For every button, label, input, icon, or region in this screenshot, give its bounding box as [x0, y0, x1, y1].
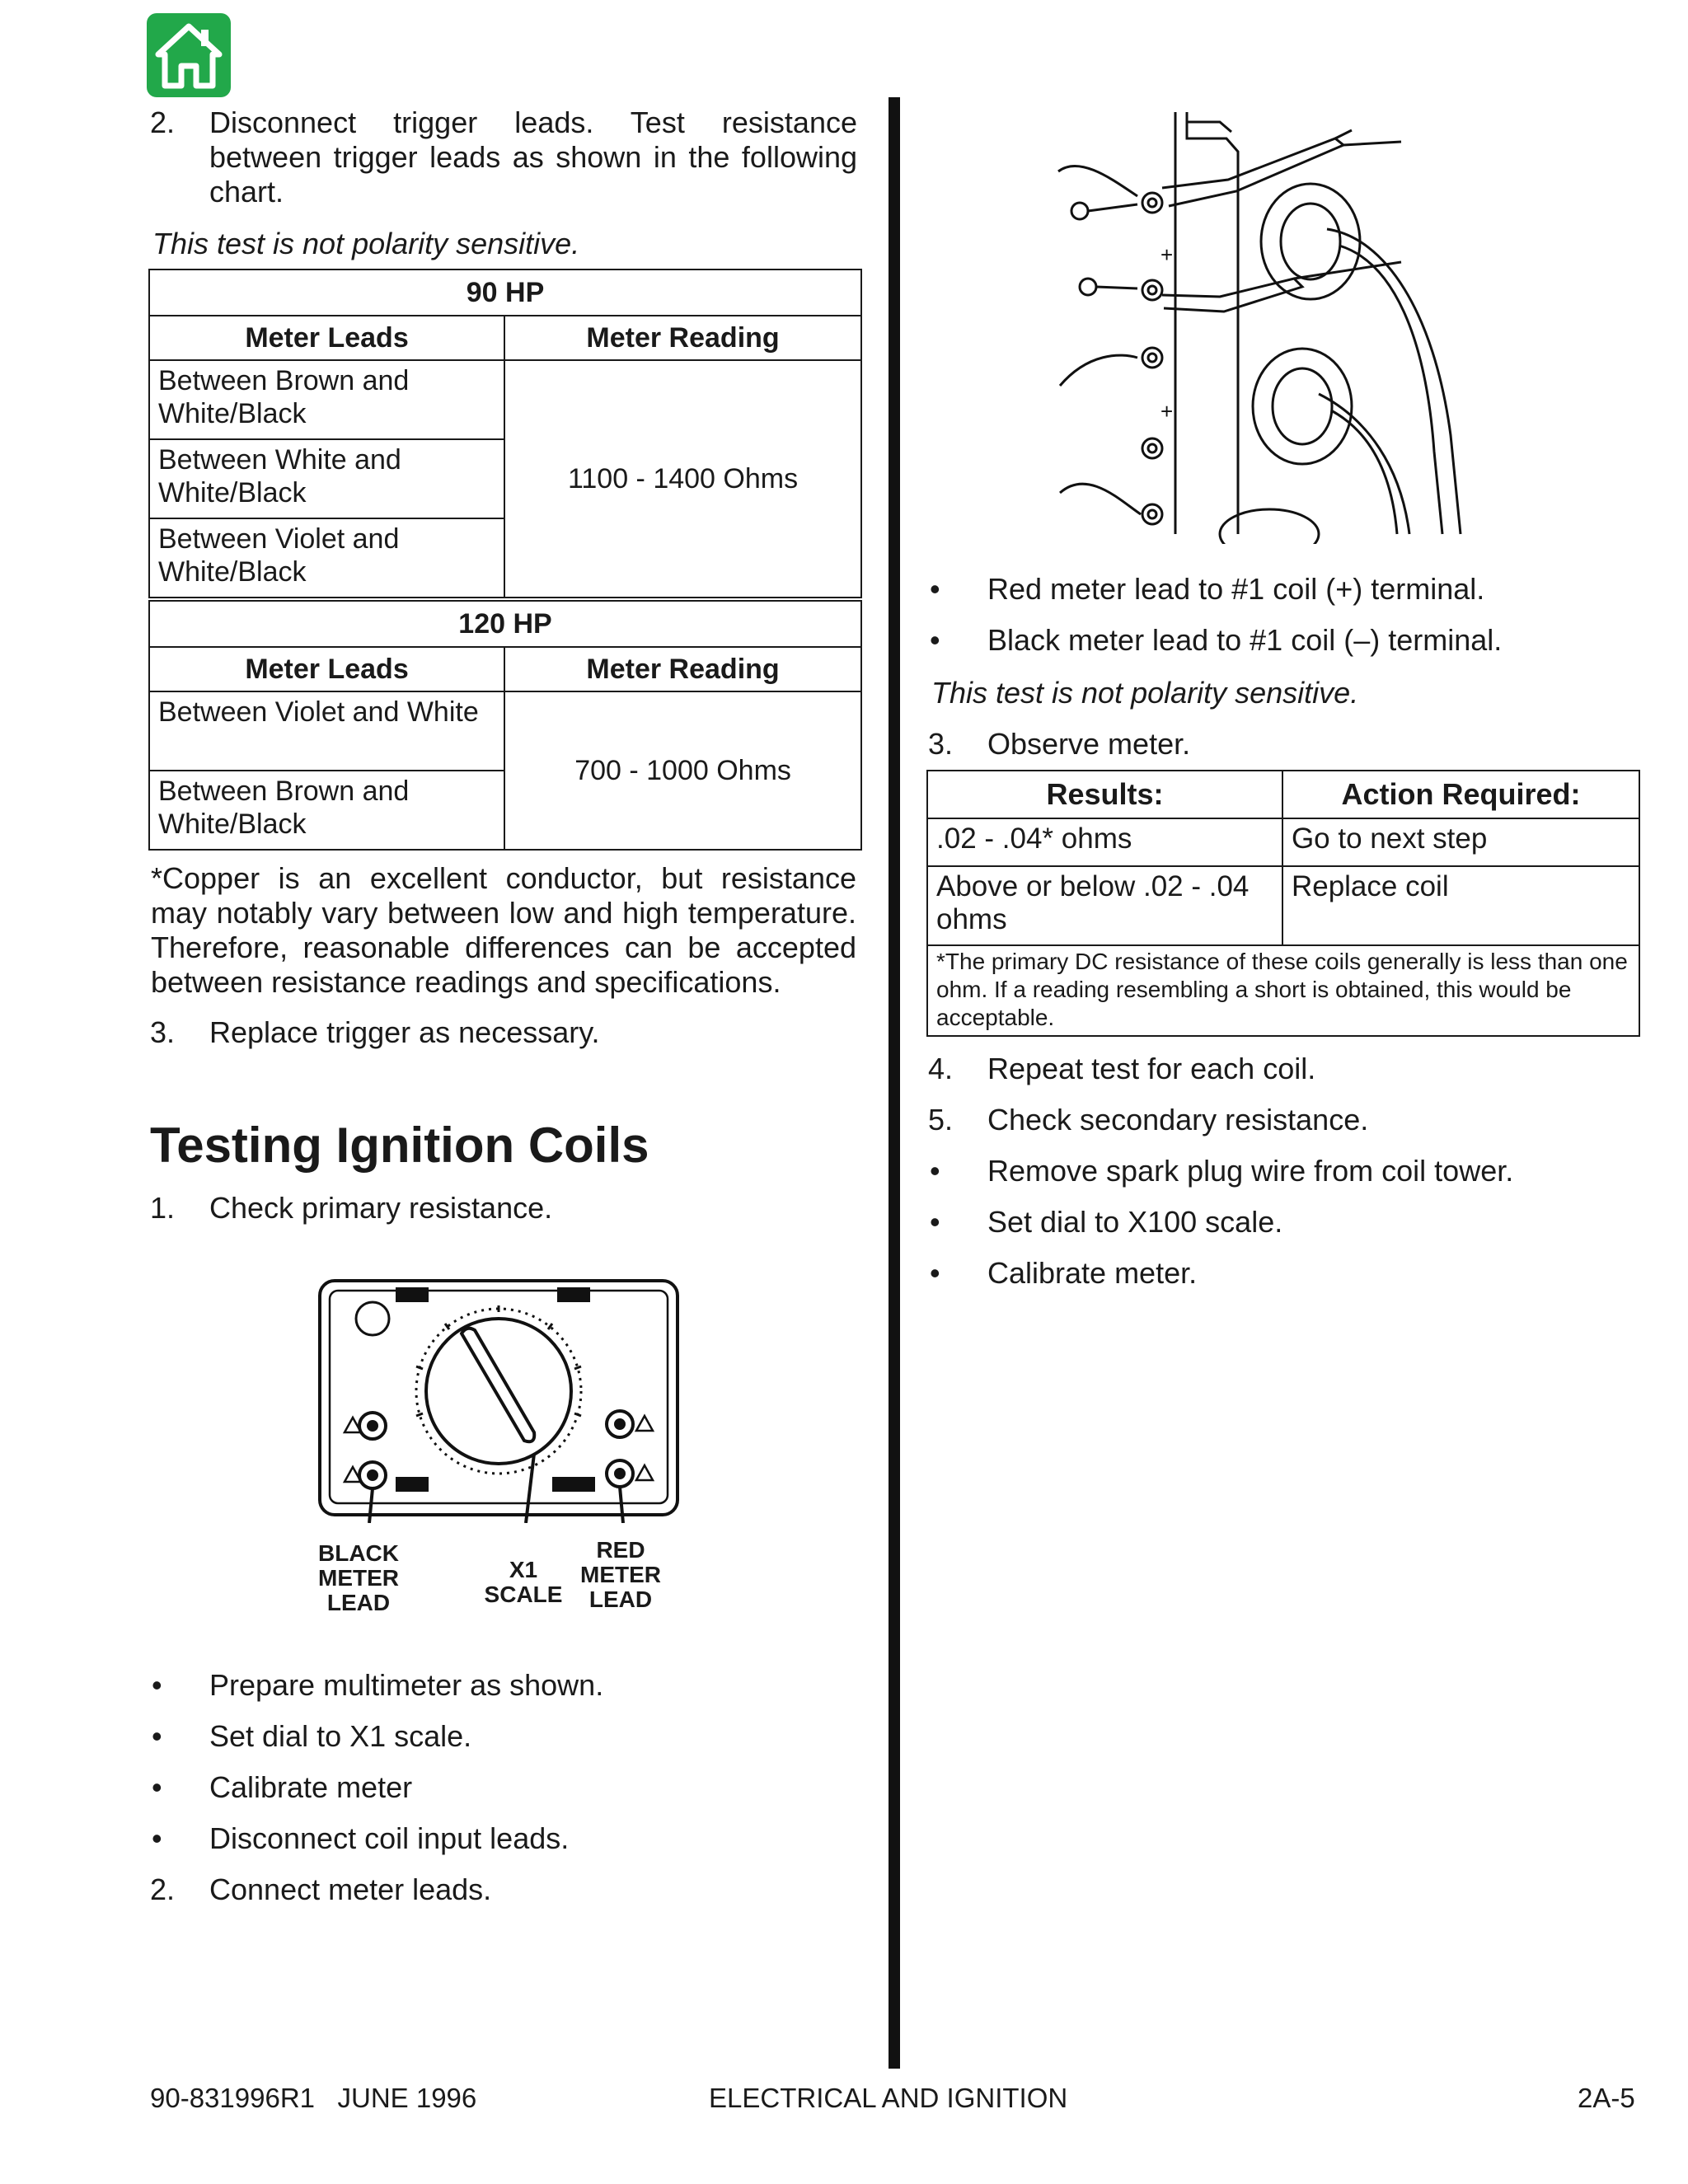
bullet-list: [150, 1668, 857, 1872]
step-4-right: [928, 1052, 1637, 1086]
copper-note: *Copper is an excellent conductor, but resistance may notably vary between low and high temperature. Therefore, reasonable differences can be accepted between resistance readings and specifications.: [151, 861, 856, 999]
step-3: [150, 1015, 857, 1050]
table-90hp: [148, 269, 862, 598]
multimeter-figure: [313, 1276, 684, 1622]
list-item: • Red meter lead to #1 coil (+) terminal.: [930, 572, 1485, 606]
step-number: 4.: [928, 1052, 954, 1085]
step-text: Connect meter leads.: [209, 1872, 492, 1906]
step-text: Check primary resistance.: [209, 1191, 553, 1225]
black-lead-label: BLACK METER LEAD: [318, 1540, 399, 1615]
column-header: Action Required:: [1282, 771, 1639, 818]
footer-doc-number: 90-831996R1 JUNE 1996: [150, 2083, 477, 2113]
table-title: 120 HP: [149, 601, 861, 647]
footer-section: ELECTRICAL AND IGNITION: [709, 2083, 1068, 2113]
list-item: • Calibrate meter: [152, 1770, 413, 1804]
step-number: 1.: [150, 1191, 176, 1225]
table-footnote: *The primary DC resistance of these coils generally is less than one ohm. If a reading resembling a short is obtained, this would be acceptable.: [927, 945, 1639, 1036]
meter-reading: 1100 - 1400 Ohms: [504, 360, 861, 598]
table-cell: Between White and White/Black: [149, 439, 504, 518]
step-text: Observe meter.: [987, 727, 1191, 761]
list-item: • Disconnect coil input leads.: [152, 1821, 570, 1855]
section-heading: Testing Ignition Coils: [150, 1118, 649, 1173]
table-cell: Above or below .02 - .04 ohms: [927, 866, 1282, 945]
table-cell: Between Violet and White: [149, 691, 504, 771]
column-divider: [889, 97, 900, 2069]
step-2b: [150, 1872, 857, 1907]
step-text: Disconnect trigger leads. Test resistance between trigger leads as shown in the following chart.: [209, 105, 857, 209]
home-icon: [153, 20, 224, 91]
coil-diagram: [1055, 105, 1492, 544]
svg-text:+: +: [1160, 399, 1174, 424]
step-number: 2.: [150, 105, 176, 139]
red-lead-label: RED METER LEAD: [580, 1537, 661, 1612]
column-header: Meter Leads: [149, 647, 504, 691]
meter-reading: 700 - 1000 Ohms: [504, 691, 861, 850]
step-text: Replace trigger as necessary.: [209, 1015, 600, 1049]
step-1: [150, 1191, 857, 1226]
polarity-note-right: This test is not polarity sensitive.: [931, 676, 1359, 710]
step-number: 2.: [150, 1872, 176, 1906]
step-text: Check secondary resistance.: [987, 1103, 1369, 1137]
home-button[interactable]: [147, 13, 231, 97]
list-item: • Calibrate meter.: [930, 1256, 1198, 1290]
ignition-coil-figure: [1055, 105, 1492, 544]
step-2: [150, 105, 857, 209]
multimeter-diagram: [313, 1276, 684, 1523]
table-cell: Between Brown and White/Black: [149, 360, 504, 439]
x1-scale-label: X1 SCALE: [484, 1557, 563, 1607]
table-cell: Between Brown and White/Black: [149, 771, 504, 850]
polarity-note: This test is not polarity sensitive.: [152, 227, 580, 260]
column-header: Meter Leads: [149, 316, 504, 360]
step-text: Repeat test for each coil.: [987, 1052, 1316, 1085]
list-item: • Set dial to X100 scale.: [930, 1205, 1283, 1239]
bullet-list-right-1: [926, 572, 1635, 674]
column-header: Meter Reading: [504, 647, 861, 691]
column-header: Results:: [927, 771, 1282, 818]
column-header: Meter Reading: [504, 316, 861, 360]
list-item: • Prepare multimeter as shown.: [152, 1668, 604, 1702]
table-cell: Between Violet and White/Black: [149, 518, 504, 598]
bullet-list-right-2: [926, 1154, 1635, 1307]
results-table: [926, 770, 1640, 1037]
table-title: 90 HP: [149, 269, 861, 316]
footer-page-number: 2A-5: [1578, 2083, 1635, 2113]
svg-text:+: +: [1160, 242, 1174, 267]
step-5-right: [928, 1103, 1637, 1137]
list-item: • Remove spark plug wire from coil tower.: [930, 1154, 1514, 1188]
step-3-right: [928, 727, 1637, 762]
step-number: 5.: [928, 1103, 954, 1137]
list-item: • Set dial to X1 scale.: [152, 1719, 472, 1753]
step-number: 3.: [150, 1015, 176, 1049]
table-cell: Go to next step: [1282, 818, 1639, 866]
table-120hp: [148, 600, 862, 851]
list-item: • Black meter lead to #1 coil (–) terminal.: [930, 623, 1503, 657]
table-cell: .02 - .04* ohms: [927, 818, 1282, 866]
table-cell: Replace coil: [1282, 866, 1639, 945]
step-number: 3.: [928, 727, 954, 761]
